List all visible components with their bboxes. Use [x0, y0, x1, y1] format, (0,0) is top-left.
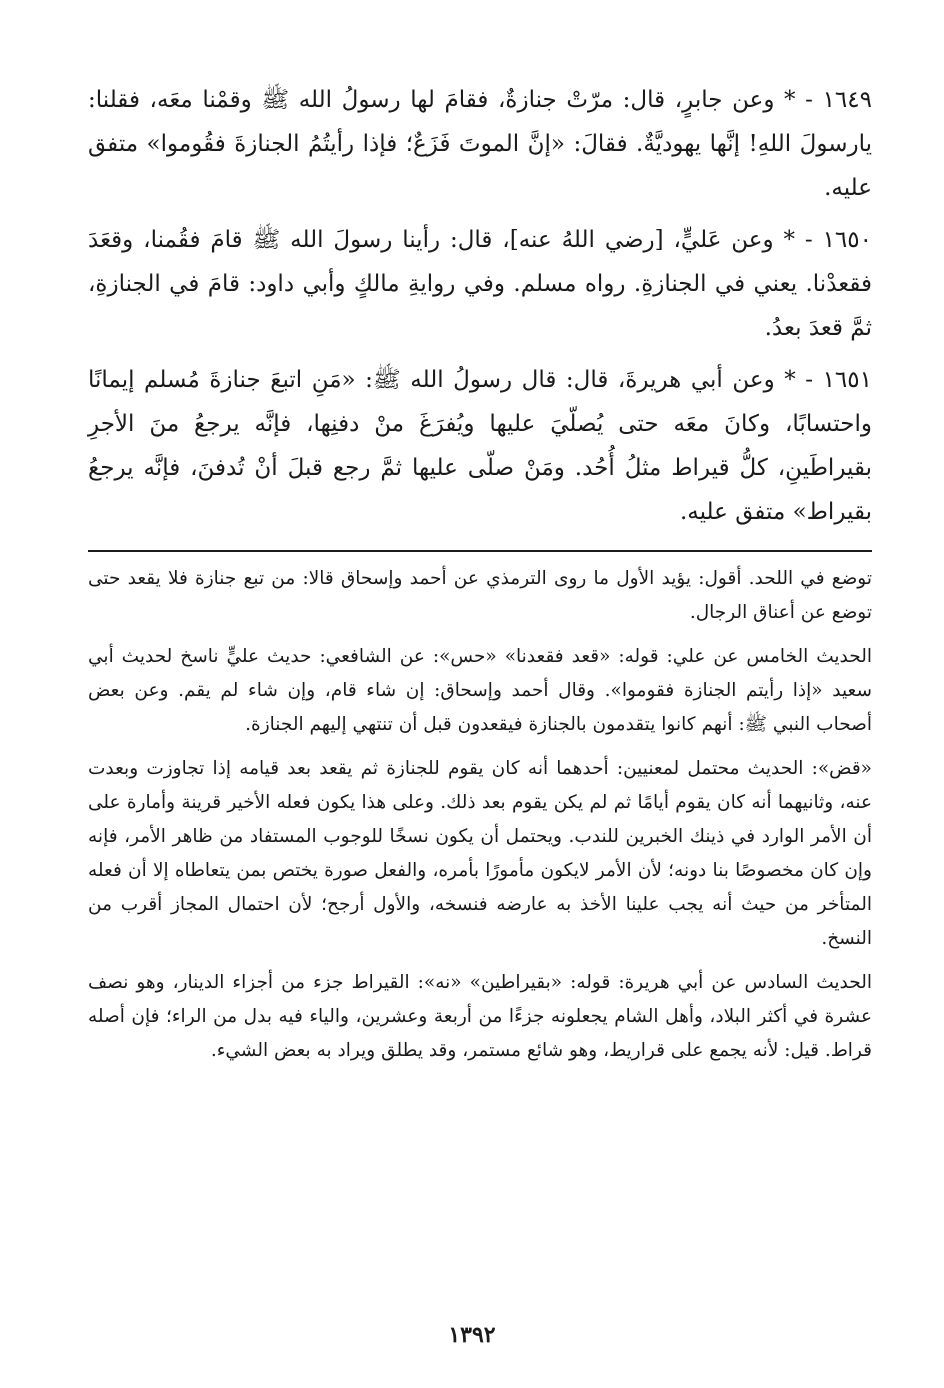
page-number: ١٣٩٢ — [448, 1322, 496, 1348]
commentary-paragraph-4: الحديث السادس عن أبي هريرة: قوله: «بقيراطين» «نه»: القيراط جزء من أجزاء الدينار، وهو نصف عشرة في أكثر البلاد، وأهل الشام يجعلونه جزءًا من أربعة وعشرين، والياء فيه بدل من الراء؛ فإن أصله قراط. قيل: لأنه يجمع على قراريط، وهو شائع مستمر، وقد يطلق ويراد به بعض الشيء. — [88, 972, 872, 1061]
commentary-paragraph-3: «قض»: الحديث محتمل لمعنيين: أحدهما أنه كان يقوم للجنازة ثم يقعد بعد قيامه إذا تجاوزت وبعدت عنه، وثانيهما أنه كان يقوم أيامًا ثم لم يكن يقوم بعد ذلك. وعلى هذا يكون فعله الأخير قرينة وأمارة على أن الأمر الوارد في ذينك الخبرين للندب. ويحتمل أن يكون نسخًا للوجوب المستفاد من ظاهر الأمر، فإنه وإن كان مخصوصًا بنا دونه؛ لأن الأمر لايكون مأمورًا بأمره، والفعل صورة يختص بمن يتعاطاه إلا أن فعله المتأخر من حيث أنه يجب علينا الأخذ به عارضه فنسخه، والأول أرجح؛ لأن احتمال المجاز أقرب من النسخ. — [88, 758, 872, 949]
commentary-paragraph-1: توضع في اللحد. أقول: يؤيد الأول ما روى الترمذي عن أحمد وإسحاق قالا: من تبع جنازة فلا يقعد حتى توضع عن أعناق الرجال. — [88, 568, 872, 623]
hadith-1651: ١٦٥١ - * وعن أبي هريرةَ، قال: قال رسولُ الله ﷺ: «مَنِ اتبعَ جنازةَ مُسلم إيمانًا واحتسابًا، وكانَ معَه حتى يُصلّيَ عليها ويُفرَغَ منْ دفنِها، فإنَّه يرجعُ منَ الأجرِ بقيراطَينِ، كلُّ قيراط مثلُ أُحُد. ومَنْ صلّى عليها ثمَّ رجع قبلَ أنْ تُدفنَ، فإنَّه يرجعُ بقيراط» متفق عليه. — [88, 367, 872, 525]
commentary-paragraph-2: الحديث الخامس عن علي: قوله: «قعد فقعدنا» «حس»: عن الشافعي: حديث عليٍّ ناسخ لحديث أبي سعيد «إذا رأيتم الجنازة فقوموا». وقال أحمد وإسحاق: إن شاء قام، وإن شاء لم يقم. وعن بعض أصحاب النبي ﷺ: أنهم كانوا يتقدمون بالجنازة فيقعدون قبل أن تنتهي إليهم الجنازة. — [88, 646, 872, 735]
hadith-1650: ١٦٥٠ - * وعن عَليٍّ، [رضي اللهُ عنه]، قال: رأينا رسولَ الله ﷺ قامَ فقُمنا، وقعَدَ فقعدْنا. يعني في الجنازةِ. رواه مسلم. وفي روايةِ مالكٍ وأبي داود: قامَ في الجنازةِ، ثمَّ قعدَ بعدُ. — [88, 227, 872, 341]
page-body — [88, 78, 872, 1078]
footnote-divider — [88, 550, 872, 552]
hadith-1649: ١٦٤٩ - * وعن جابرٍ، قال: مرّتْ جنازةٌ، فقامَ لها رسولُ الله ﷺ وقمْنا معَه، فقلنا: يارسولَ اللهِ! إنَّها يهوديَّةٌ. فقالَ: «إنَّ الموتَ فَزَعٌ؛ فإذا رأيتُمُ الجنازةَ فقُوموا» متفق عليه. — [88, 87, 872, 201]
